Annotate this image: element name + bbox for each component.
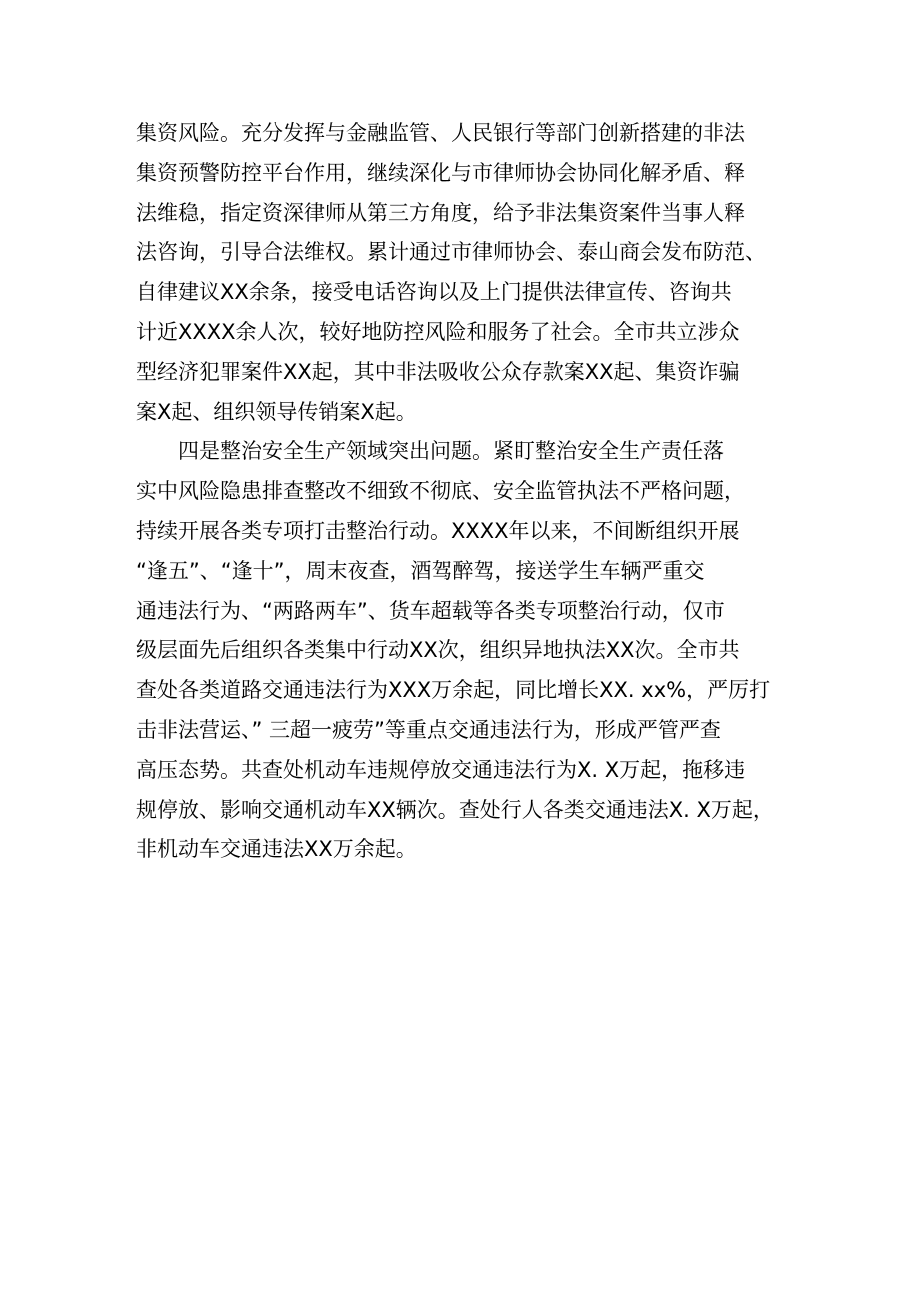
text-line: 级层面先后组织各类集中行动XX次，组织异地执法XX次。全市共 bbox=[136, 638, 740, 663]
text-line: 实中风险隐患排查整改不细致不彻底、安全监管执法不严格问题， bbox=[136, 479, 745, 504]
text-line: 型经济犯罪案件XX起，其中非法吸收公众存款案XX起、集资诈骗 bbox=[136, 359, 740, 384]
text-line: 案X起、组织领导传销案X起。 bbox=[136, 399, 417, 424]
paragraph-1 bbox=[136, 114, 806, 432]
text-line: 计近XXXX余人次，较好地防控风险和服务了社会。全市共立涉众 bbox=[136, 319, 740, 344]
text-line: 高压态势。共查处机动车违规停放交通违法行为X. X万起，拖移违 bbox=[136, 757, 746, 782]
text-line: 规停放、影响交通机动车XX辆次。查处行人各类交通违法X. X万起， bbox=[136, 797, 774, 822]
text-line: 通违法行为、“两路两车”、货车超载等各类专项整治行动，仅市 bbox=[136, 598, 725, 623]
text-line: 击非法营运、” 三超一疲劳”等重点交通违法行为，形成严管严查 bbox=[136, 717, 721, 742]
text-line: 集资预警防控平台作用，继续深化与市律师协会协同化解矛盾、释 bbox=[136, 160, 745, 185]
text-line: 法维稳，指定资深律师从第三方角度，给予非法集资案件当事人释 bbox=[136, 200, 745, 225]
text-line: 查处各类道路交通违法行为XXX万余起，同比增长XX. xx%，严厉打 bbox=[136, 678, 771, 703]
text-line: 自律建议XX余条，接受电话咨询以及上门提供法律宣传、咨询共 bbox=[136, 280, 732, 305]
text-line: 非机动车交通违法XX万余起。 bbox=[136, 837, 417, 862]
text-line: 四是整治安全生产领域突出问题。紧盯整治安全生产责任落 bbox=[136, 439, 724, 464]
text-line: 集资风险。充分发挥与金融监管、人民银行等部门创新搭建的非法 bbox=[136, 121, 745, 145]
text-line: 持续开展各类专项打击整治行动。XXXX年以来，不间断组织开展 bbox=[136, 518, 740, 543]
paragraph-2 bbox=[136, 432, 806, 870]
text-line: 法咨询，引导合法维权。累计通过市律师协会、泰山商会发布防范、 bbox=[136, 240, 766, 265]
document-body bbox=[136, 114, 806, 870]
text-line: “逢五”、“逢十”，周末夜查，酒驾醉驾，接送学生车辆严重交 bbox=[136, 558, 705, 583]
